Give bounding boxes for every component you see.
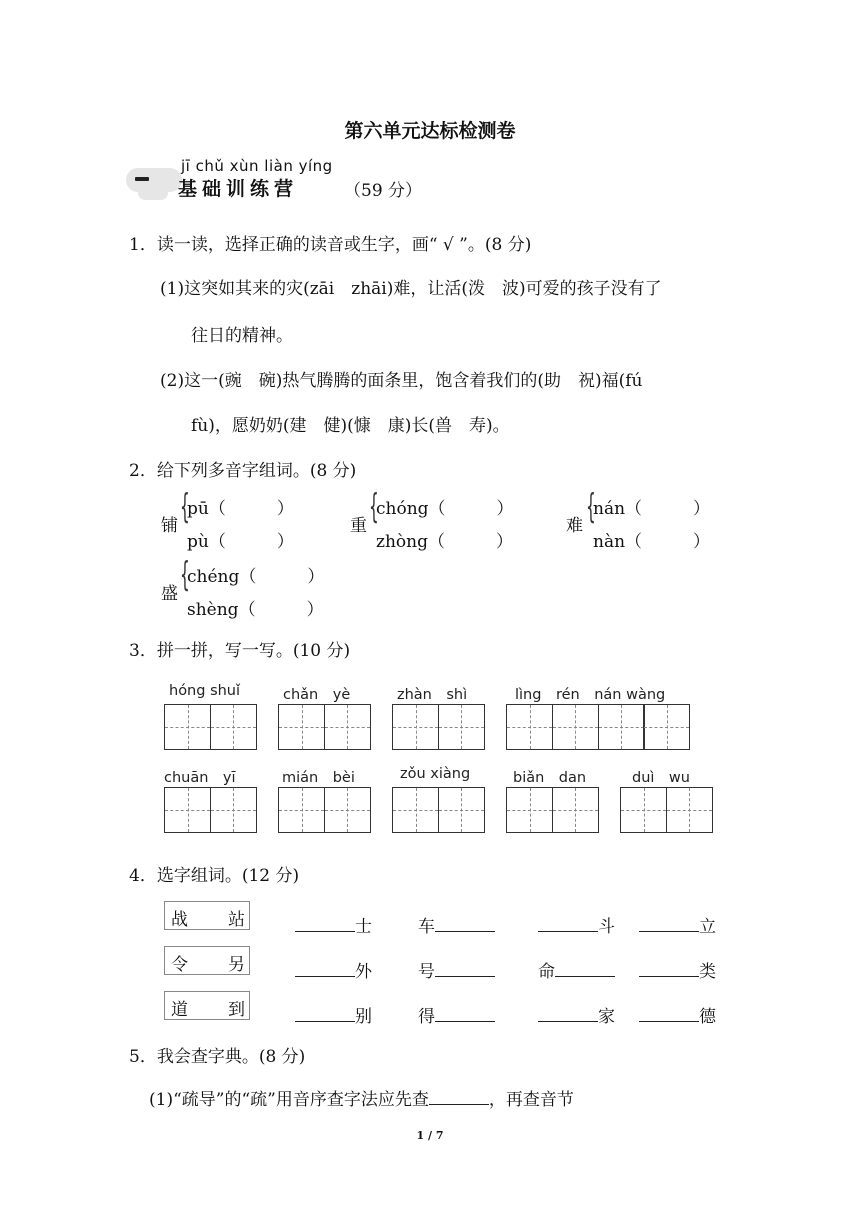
fill-item: 类 (639, 957, 716, 982)
tianzige-group[interactable] (392, 787, 485, 833)
tianzige-group[interactable] (506, 787, 599, 833)
q2-char-1: 铺 (161, 516, 178, 536)
char-choice-b: 另 (228, 955, 245, 975)
answer-blank[interactable] (295, 1006, 355, 1022)
q2-reading-3a: nán（ ） (593, 499, 711, 519)
brace-icon: { (586, 487, 596, 527)
char-choice-a: 道 (171, 1000, 188, 1020)
tianzige-group[interactable] (392, 704, 485, 750)
fill-item: 斗 (538, 912, 615, 937)
fill-item: 德 (639, 1002, 716, 1027)
tianzige-group[interactable] (164, 787, 257, 833)
q1-sub2-line2: fù)，愿奶奶(建 健)(慷 康)长(兽 寿)。 (191, 416, 510, 436)
q1-sub1-line1: (1)这突如其来的灾(zāi zhāi)难，让活(泼 波)可爱的孩子没有了 (160, 279, 662, 299)
q3-pinyin-5: chuān yī (164, 770, 236, 786)
q2-stem: 2．给下列多音字组词。(8 分) (129, 461, 357, 481)
fill-item: 命 (538, 957, 615, 982)
q3-pinyin-2: chǎn yè (283, 687, 351, 703)
answer-blank[interactable] (639, 961, 699, 977)
q4-stem: 4．选字组词。(12 分) (129, 866, 300, 886)
q1-sub2-line1: (2)这一(豌 碗)热气腾腾的面条里，饱含着我们的(助 祝)福(fú (160, 371, 643, 391)
q2-char-4: 盛 (161, 584, 178, 604)
answer-blank[interactable] (538, 1006, 598, 1022)
answer-blank[interactable] (429, 1089, 489, 1105)
q2-reading-2a: chóng（ ） (376, 499, 514, 519)
page-number: 1 / 7 (416, 1129, 444, 1142)
char-choice-a: 战 (171, 910, 188, 930)
answer-blank[interactable] (295, 961, 355, 977)
q3-pinyin-4: lìng rén nán wàng (515, 687, 666, 703)
q3-pinyin-6: mián bèi (282, 770, 355, 786)
q3-pinyin-7: zǒu xiàng (400, 766, 471, 782)
fill-item: 家 (538, 1002, 615, 1027)
char-choice-b: 到 (228, 1000, 245, 1020)
tianzige-group[interactable] (278, 787, 371, 833)
brace-icon: { (180, 487, 190, 527)
q3-pinyin-9: duì wu (632, 770, 690, 786)
q2-reading-2b: zhòng（ ） (376, 532, 513, 552)
answer-blank[interactable] (639, 916, 699, 932)
section-badge-bg-2 (138, 186, 168, 200)
char-choice-b: 站 (228, 910, 245, 930)
char-choice-box (164, 946, 250, 975)
answer-blank[interactable] (295, 916, 355, 932)
brace-icon: { (180, 555, 190, 595)
q2-reading-1b: pù（ ） (187, 532, 294, 552)
page-title: 第六单元达标检测卷 (344, 120, 516, 142)
fill-item: 车 (418, 912, 495, 937)
tianzige-group[interactable] (620, 787, 713, 833)
q5-sub1: (1)“疏导”的“疏”用音序查字法应先查 ，再查音节 (149, 1090, 574, 1110)
fill-item: 得 (418, 1002, 495, 1027)
q2-char-3: 难 (566, 516, 583, 536)
q3-pinyin-3: zhàn shì (397, 687, 468, 703)
fill-item: 士 (295, 912, 372, 937)
q2-char-2: 重 (350, 516, 367, 536)
answer-blank[interactable] (639, 1006, 699, 1022)
q1-stem: 1．读一读，选择正确的读音或生字，画“ √ ”。(8 分) (129, 235, 532, 255)
q3-stem: 3．拼一拼，写一写。(10 分) (129, 641, 351, 661)
section-score: （59 分） (344, 181, 423, 201)
section-pinyin: jī chǔ xùn liàn yíng (181, 157, 333, 175)
section-title: 基础训练营 (178, 178, 299, 200)
answer-blank[interactable] (435, 1006, 495, 1022)
tianzige-group[interactable] (506, 704, 690, 750)
char-choice-box (164, 901, 250, 930)
brace-icon: { (369, 487, 379, 527)
tianzige-group[interactable] (278, 704, 371, 750)
char-choice-a: 令 (171, 955, 188, 975)
fill-item: 别 (295, 1002, 372, 1027)
answer-blank[interactable] (435, 961, 495, 977)
fill-item: 外 (295, 957, 372, 982)
q2-reading-4b: shèng（ ） (187, 600, 324, 620)
q5-stem: 5．我会查字典。(8 分) (129, 1047, 306, 1067)
q2-reading-4a: chéng（ ） (187, 567, 325, 587)
fill-item: 号 (418, 957, 495, 982)
tianzige-group[interactable] (164, 704, 257, 750)
q3-pinyin-8: biǎn dan (513, 770, 587, 786)
char-choice-box (164, 991, 250, 1020)
q2-reading-1a: pū（ ） (187, 499, 294, 519)
fill-item: 立 (639, 912, 716, 937)
section-number-dash (135, 177, 149, 181)
q3-pinyin-1: hóng shuǐ (169, 683, 241, 699)
answer-blank[interactable] (538, 916, 598, 932)
answer-blank[interactable] (555, 961, 615, 977)
answer-blank[interactable] (435, 916, 495, 932)
q1-sub1-line2: 往日的精神。 (191, 326, 293, 346)
q2-reading-3b: nàn（ ） (593, 532, 711, 552)
